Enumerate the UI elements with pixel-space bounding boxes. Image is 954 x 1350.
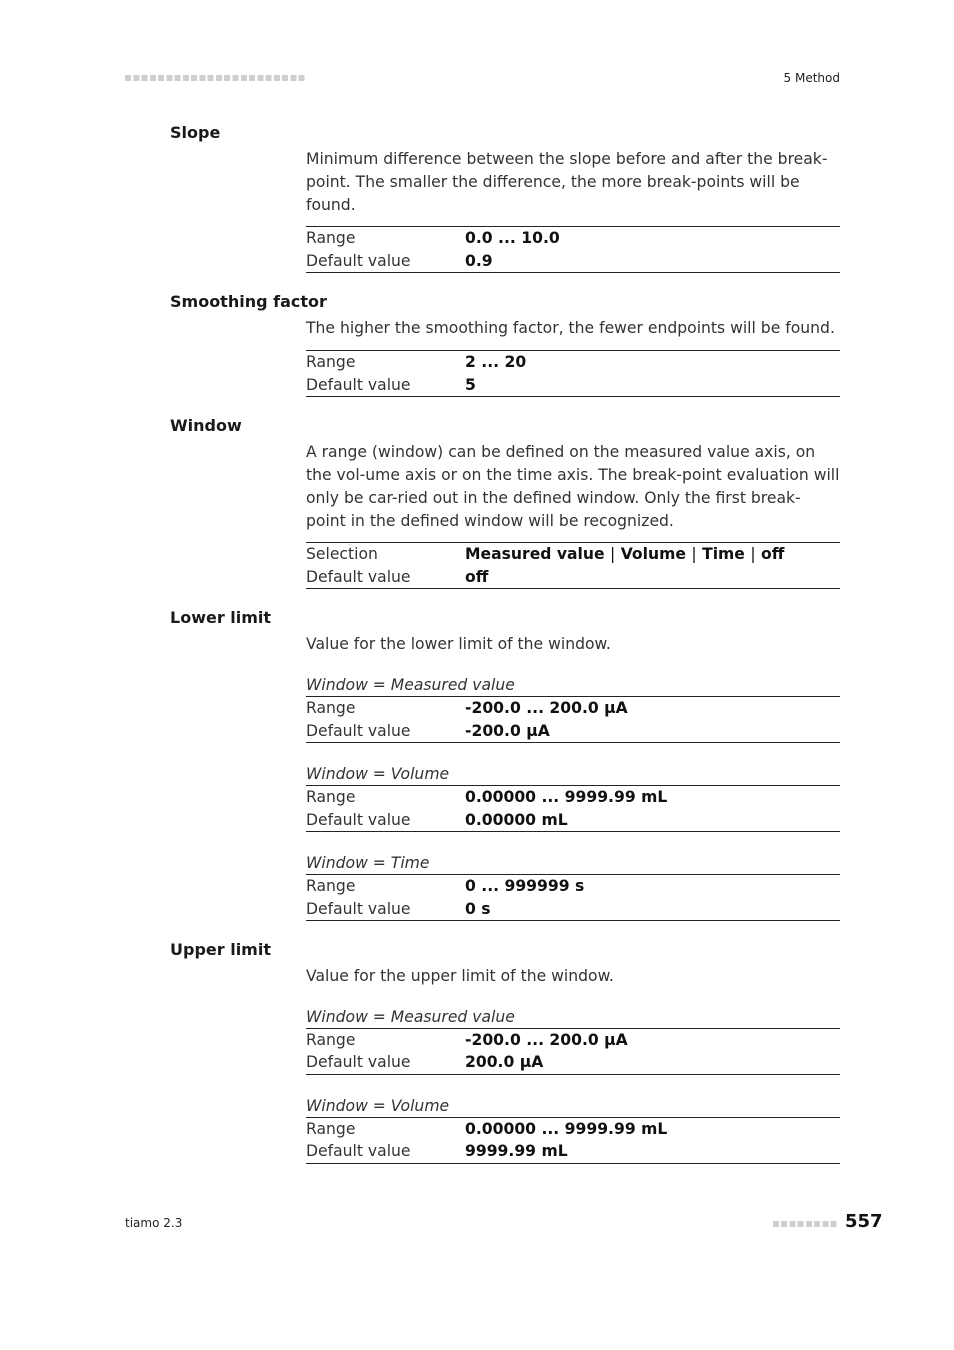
default-value: 0.00000 mL <box>465 810 568 829</box>
section-description: Value for the lower limit of the window. <box>306 635 611 654</box>
default-value: 0.9 <box>465 251 493 270</box>
range-value: 0.0 ... 10.0 <box>465 229 560 248</box>
range-label: Range <box>306 1119 356 1138</box>
parameter-table <box>306 785 840 832</box>
default-label: Default value <box>306 567 411 586</box>
section-window <box>170 415 840 589</box>
default-value: 200.0 µA <box>465 1053 544 1072</box>
parameter-table <box>306 1117 840 1164</box>
range-value: 2 ... 20 <box>465 353 527 372</box>
default-value: off <box>465 567 489 586</box>
section-title: Upper limit <box>170 940 271 960</box>
range-value: 0.00000 ... 9999.99 mL <box>465 1119 668 1138</box>
default-value: 0 s <box>465 899 491 918</box>
option-volume: Volume <box>620 545 686 564</box>
product-version: tiamo 2.3 <box>125 1216 183 1230</box>
limit-group-measured-value <box>306 674 840 743</box>
range-label: Range <box>306 699 356 718</box>
option-measured-value: Measured value <box>465 545 605 564</box>
range-label: Range <box>306 229 356 248</box>
range-value: -200.0 ... 200.0 µA <box>465 1030 628 1049</box>
default-label: Default value <box>306 1142 411 1161</box>
section-title: Lower limit <box>170 608 272 628</box>
default-value: 5 <box>465 375 476 394</box>
option-separator: | <box>750 545 756 564</box>
range-label: Range <box>306 877 356 896</box>
parameter-table <box>306 542 840 589</box>
option-time: Time <box>702 545 745 564</box>
section-slope <box>170 122 840 273</box>
section-title: Slope <box>170 123 221 142</box>
group-caption: Window = Measured value <box>306 676 515 695</box>
option-separator: | <box>691 545 697 564</box>
section-title: Window <box>170 416 242 436</box>
range-label: Range <box>306 353 356 372</box>
default-label: Default value <box>306 251 411 270</box>
section-description: A range (window) can be defined on the measured value axis, on the vol-ume axis or on the time axis. The break-point evaluation will only be car-ried out in the defined window. Only the first break-point in the defined window will be recognized. <box>306 443 840 530</box>
range-label: Range <box>306 788 356 807</box>
limit-group-volume <box>306 1095 840 1164</box>
group-caption: Window = Volume <box>306 1096 450 1115</box>
section-description: Minimum difference between the slope before and after the break-point. The smaller the difference, the more break-points will be found. <box>306 150 828 214</box>
range-label: Range <box>306 1030 356 1049</box>
section-lower-limit <box>170 607 840 921</box>
section-smoothing-factor <box>170 291 840 397</box>
selection-options <box>465 543 840 566</box>
parameter-table <box>306 696 840 743</box>
range-value: 0.00000 ... 9999.99 mL <box>465 788 668 807</box>
limit-group-volume <box>306 763 840 832</box>
section-title: Smoothing factor <box>170 292 327 312</box>
header-decoration <box>125 75 307 81</box>
limit-group-time <box>306 852 840 921</box>
option-separator: | <box>610 545 616 564</box>
section-description: Value for the upper limit of the window. <box>306 967 614 986</box>
default-label: Default value <box>306 810 411 829</box>
footer-decoration <box>773 1221 839 1227</box>
group-caption: Window = Measured value <box>306 1007 515 1026</box>
chapter-header: 5 Method <box>783 71 840 85</box>
selection-label: Selection <box>306 545 378 564</box>
section-description: The higher the smoothing factor, the fewer endpoints will be found. <box>306 319 835 338</box>
default-label: Default value <box>306 899 411 918</box>
option-off: off <box>761 545 785 564</box>
limit-group-measured-value <box>306 1006 840 1075</box>
section-upper-limit <box>170 939 840 1164</box>
group-caption: Window = Volume <box>306 765 450 784</box>
default-label: Default value <box>306 721 411 740</box>
range-value: -200.0 ... 200.0 µA <box>465 699 628 718</box>
default-label: Default value <box>306 375 411 394</box>
page-number: 557 <box>845 1211 883 1232</box>
page-content <box>170 122 840 1164</box>
parameter-table <box>306 1028 840 1075</box>
parameter-table <box>306 350 840 397</box>
parameter-table <box>306 226 840 273</box>
range-value: 0 ... 999999 s <box>465 877 585 896</box>
default-label: Default value <box>306 1053 411 1072</box>
default-value: -200.0 µA <box>465 721 550 740</box>
default-value: 9999.99 mL <box>465 1142 568 1161</box>
group-caption: Window = Time <box>306 854 430 873</box>
parameter-table <box>306 874 840 921</box>
